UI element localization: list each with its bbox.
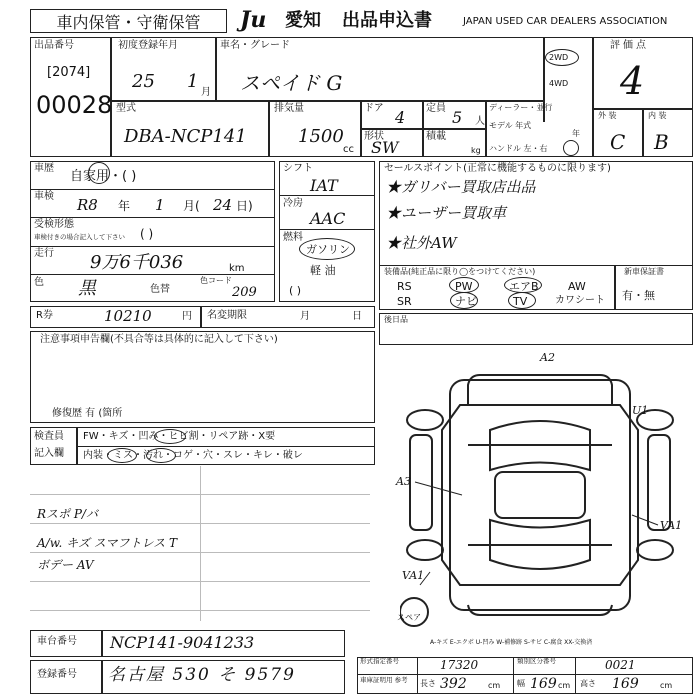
sales-point-1: ★ガリバー買取店出品 — [386, 178, 536, 196]
equip-tv: TV — [513, 295, 528, 308]
damage-a3: A3 — [396, 475, 411, 488]
lot-code: [2074] — [47, 65, 91, 80]
length-value: 392 — [440, 676, 467, 692]
inspector-row2: 内装・ミス・汚れ・コゲ・穴・スレ・キレ・破レ — [83, 450, 303, 461]
chassis-number: NCP141-9041233 — [110, 633, 255, 652]
displacement-label: 排気量 — [274, 103, 304, 114]
inspection-month: 1 — [155, 196, 165, 214]
inspector-row1: FW・キズ・凹み・ヒビ割・リペア跡・X要 — [83, 431, 276, 442]
inspector-dent-circle — [154, 429, 186, 444]
capacity-label: 積載 — [426, 131, 446, 142]
org-name: 愛知 — [285, 10, 321, 31]
drive-2wd: 2WD — [549, 53, 569, 62]
equip-pw-circle — [449, 277, 479, 293]
first-reg-month: 1 — [187, 71, 199, 92]
equip-rs: RS — [397, 280, 412, 293]
car-name-value: スペイド G — [240, 71, 343, 95]
inspector-note-3: ボデー AV — [37, 558, 94, 572]
history-private-circle — [88, 162, 110, 184]
type-value: 17320 — [440, 658, 479, 672]
mileage-label: 走行 — [34, 248, 54, 259]
fuel-gasoline: ガソリン — [306, 243, 350, 256]
form-title: 出品申込書 — [342, 10, 432, 31]
interior-grade: B — [654, 130, 669, 154]
ac-label: 冷房 — [283, 198, 303, 209]
storage-banner: 車内保管・守衛保管 — [30, 9, 227, 33]
class-label: 類別区分番号 — [517, 657, 556, 665]
shape-value: SW — [371, 138, 399, 157]
ac-value: AAC — [310, 209, 346, 228]
shift-value: IAT — [310, 176, 338, 195]
model-label: 型式 — [116, 103, 136, 114]
class-value: 0021 — [605, 658, 636, 672]
car-name-label: 車名・グレード — [220, 40, 290, 51]
drive-selected-circle — [545, 49, 579, 66]
dealer-label: ディーラー・並行 — [489, 103, 553, 112]
type-label: 形式指定番号 — [360, 657, 399, 665]
association-name: JAPAN USED CAR DEALERS ASSOCIATION — [463, 16, 668, 27]
fuel-diesel: 軽 油 — [310, 264, 336, 277]
grade-label: 評価点 — [610, 40, 649, 51]
plate-number: 名古屋 530 そ 9579 — [108, 665, 296, 685]
exterior-grade: C — [610, 130, 626, 154]
lot-label: 出品番号 — [34, 40, 74, 51]
equip-navi-circle — [450, 292, 478, 309]
history-label: 車歴 — [34, 163, 54, 174]
car-damage-diagram — [400, 350, 700, 650]
equip-sr: SR — [397, 295, 412, 308]
equip-navi: ナビ — [455, 295, 477, 308]
equip-leather: カワシート — [555, 295, 605, 306]
sales-point-3: ★社外AW — [386, 234, 457, 252]
damage-va1-left: VA1 — [402, 569, 425, 582]
fuel-label: 燃料 — [283, 232, 303, 243]
seats-label: 定員 — [426, 103, 446, 114]
plate-label: 登録番号 — [37, 669, 77, 680]
warranty-label: 新車保証書 — [624, 267, 664, 276]
fuel-selected-circle — [299, 238, 355, 260]
inspector-dirt-circle — [146, 448, 176, 463]
aftermarket-label: 後日品 — [384, 315, 408, 324]
aftermarket-block — [379, 313, 693, 345]
repair-history-label: 修復歴 有 (箇所 — [52, 408, 123, 419]
inspection-day: 24 — [213, 196, 233, 214]
color-change-label: 色替 — [150, 284, 170, 295]
seats-value: 5 — [452, 108, 463, 127]
handle-label: ハンドル 左・右 — [489, 144, 548, 153]
interior-label: 内 装 — [648, 111, 667, 120]
color-value: 黒 — [78, 278, 96, 299]
first-reg-label: 初度登録年月 — [118, 40, 178, 51]
sales-points-label: セールスポイント(正常に機能するものに限ります) — [384, 163, 611, 174]
handle-right-circle — [563, 140, 579, 156]
color-code-label: 色コード — [200, 276, 232, 285]
inspection-era: R8 — [77, 196, 98, 214]
auction-sheet: 車内保管・守衛保管 Ju 愛知 出品申込書 JAPAN USED CAR DEALERS ASSOCIATION 出品番号 [2074] 00028 初度登録年月 25 1 月 車名・グレード スペイド G 2WD 4WD 評価点 4 外 装 内 装 C B 型式 DBA-NCP141 排気量 1500 cc ドア 4 形状 SW 定員 5 人 積載 kg ディーラー・並行 モデル 年式 年 ハンドル 左・右 車歴 自家用・( ) 車検 R8 年 1 月( 24 日) 受検形態 車検付きの場合記入して下さい ( ) 走行 9万6千036 km 色 黒 色替 色コード 209 シフト IAT 冷房 AAC 燃料 ガソリン 軽 油 ( ) セールスポイント(正常に機能するものに限ります) ★ガリバー買取店出品 ★ユーザー買取車 ★社外AW 装備品(純正品に限り◯をつけてください) RS PW エアB AW SR ナビ TV カワシート 新車保証書 有・無 R券 10210 円 名変期限 月 日 後日品 注意事項申告欄(不具合等は具体的に記入して下さい) 修復歴 有 (箇所 検査員 記入欄 FW・キズ・凹み・ヒビ割・リペア跡・X要 内装・ミス・汚れ・コゲ・穴・スレ・キレ・破レ Rスポ P/バ A/w. キズ スマフトレス T ボデー AV A2 A3 U1 VA1 VA1 スペア A-キズ E-エクボ U-凹み W-補修跡 S-サビ C-腐食 XX-交換済 車台番号 NCP141-9041233 登録番号 名古屋 530 そ 9579 形式指定番号 17320 類別区分番号 0021 車庫証明用 参考 長さ 392 cm 幅 169 cm 高さ 169 cm — [0, 0, 700, 700]
warranty-value: 有・無 — [622, 289, 655, 302]
damage-va1-right: VA1 — [660, 519, 683, 532]
inspector-miss-circle — [107, 448, 137, 463]
first-reg-year: 25 — [132, 71, 155, 92]
history-value: 自家用・( ) — [70, 169, 137, 184]
color-label: 色 — [34, 277, 44, 288]
shift-label: シフト — [283, 163, 313, 174]
equip-pw: PW — [455, 280, 473, 293]
height-value: 169 — [612, 676, 639, 692]
width-value: 169 — [530, 676, 557, 692]
recycle-label: R券 — [36, 310, 53, 321]
shape-label: 形状 — [364, 131, 384, 142]
damage-u1: U1 — [632, 404, 649, 417]
model-year-label: モデル 年式 — [489, 121, 532, 130]
equip-tv-circle — [508, 292, 536, 309]
recycle-block — [30, 306, 375, 328]
doors-value: 4 — [395, 108, 406, 127]
exterior-label: 外 装 — [598, 111, 617, 120]
displacement-value: 1500 — [298, 126, 344, 147]
notes-label: 注意事項申告欄(不具合等は具体的に記入して下さい) — [40, 334, 278, 345]
mileage-value: 9万6千036 — [90, 252, 184, 273]
doors-label: ドア — [364, 103, 384, 114]
cert-label: 車庫証明用 参考 — [360, 676, 408, 684]
drive-4wd: 4WD — [549, 79, 569, 88]
ju-logo: Ju — [240, 7, 267, 33]
spare-label: スペア — [397, 613, 421, 622]
sales-point-2: ★ユーザー買取車 — [386, 204, 507, 222]
equipment-label: 装備品(純正品に限り◯をつけてください) — [384, 267, 536, 276]
inspector-note-1: Rスポ P/バ — [37, 507, 98, 521]
name-change-label: 名変期限 — [207, 310, 247, 321]
color-code-value: 209 — [232, 285, 257, 300]
exam-label: 受検形態 — [34, 219, 74, 230]
chassis-label: 車台番号 — [37, 636, 77, 647]
inspector-note-2: A/w. キズ スマフトレス T — [37, 536, 177, 550]
equip-airbag-circle — [504, 277, 542, 293]
equip-aw: AW — [568, 280, 586, 293]
damage-a2: A2 — [540, 351, 555, 364]
damage-legend: A-キズ E-エクボ U-凹み W-補修跡 S-サビ C-腐食 XX-交換済 — [430, 639, 593, 646]
recycle-value: 10210 — [104, 307, 152, 325]
lot-number: 00028 — [36, 91, 113, 119]
grade-value: 4 — [620, 59, 645, 103]
equip-airbag: エアB — [509, 280, 539, 293]
inspector-label: 検査員 — [34, 431, 64, 442]
model-value: DBA-NCP141 — [124, 126, 247, 147]
inspection-label: 車検 — [34, 191, 54, 202]
